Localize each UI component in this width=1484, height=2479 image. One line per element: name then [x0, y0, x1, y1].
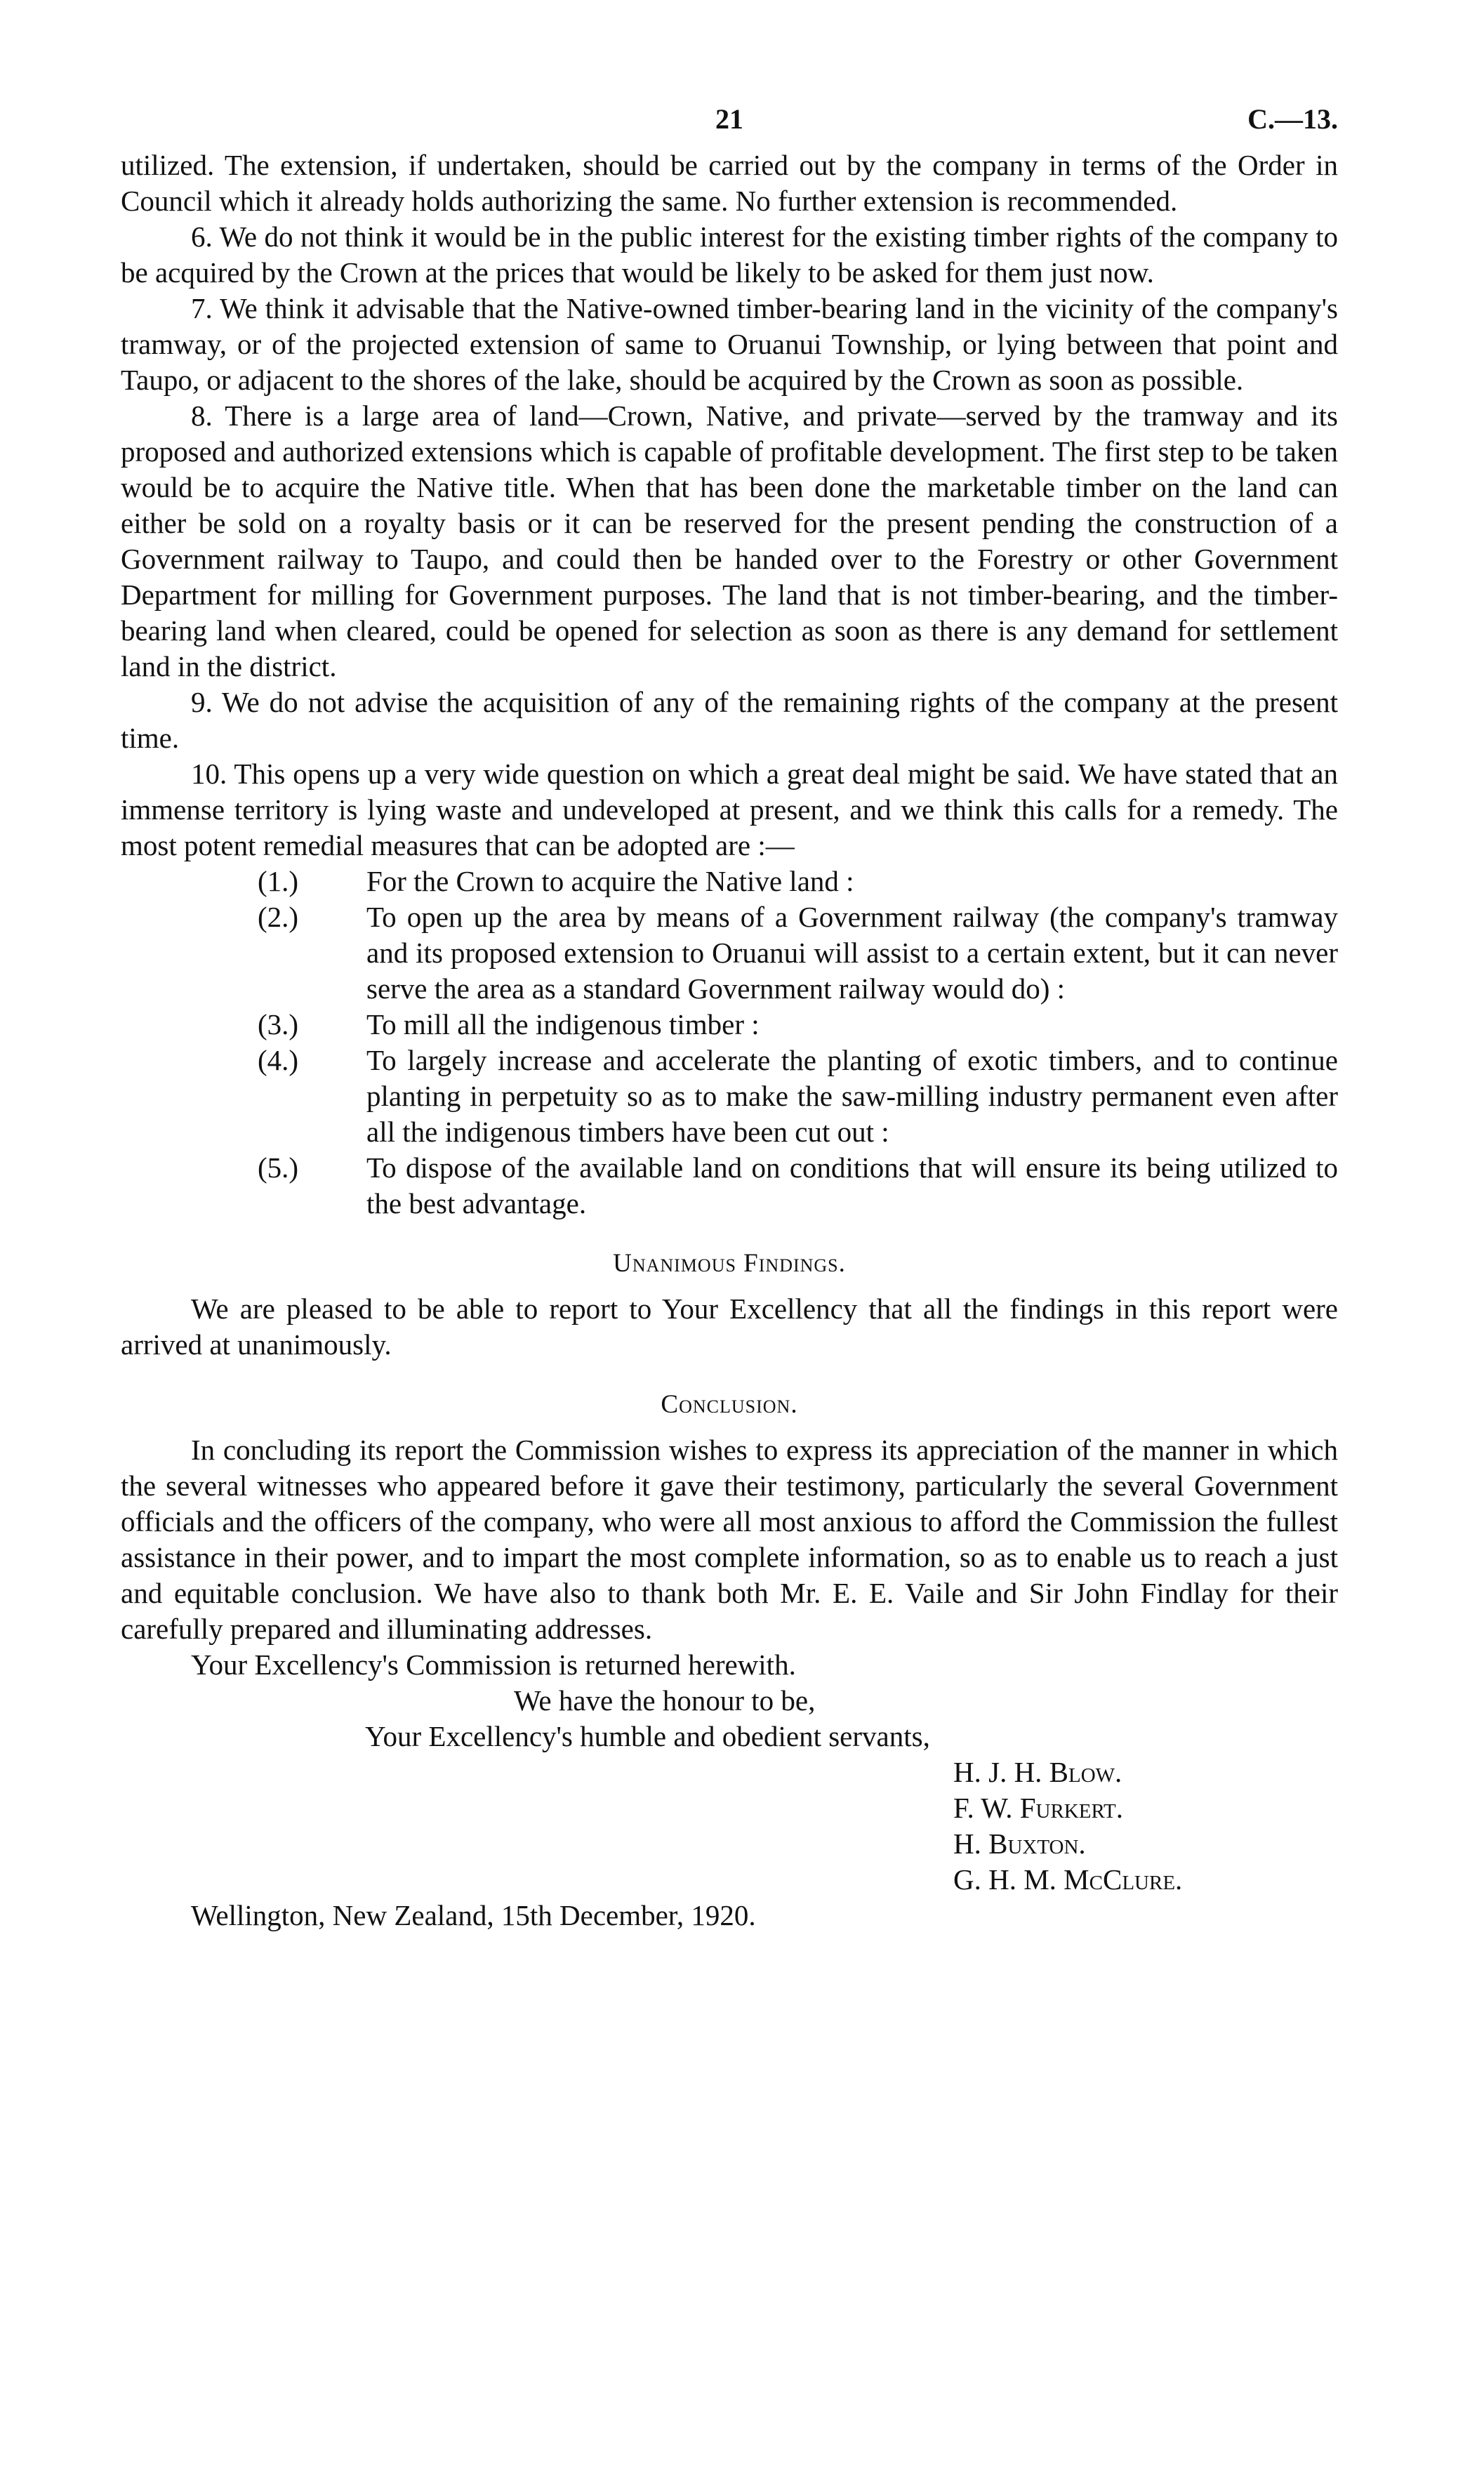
page-header: [121, 98, 1338, 147]
list-item: [121, 899, 1338, 1007]
dateline: Wellington, New Zealand, 15th December, 1920.: [191, 1899, 756, 1931]
list-marker: (2.): [258, 901, 299, 933]
closing-line-2: Your Excellency's humble and obedient servants,: [365, 1720, 930, 1752]
list-item: [121, 1150, 1338, 1222]
paragraph-8: 8. There is a large area of land—Crown, Native, and private—served by the tramway and its proposed and authorized extensions which is capable of profitable development. The first step to be taken would be to acquire the Native title. When that has been done the marketable timber on the land can either be sold on a royalty basis or it can be reserved for the present pending the construction of a Government railway to Taupo, and could then be handed over to the Forestry or other Government Department for milling for Government purposes. The land that is not timber-bearing, and the timber-bearing land when cleared, could be opened for selection as soon as there is any demand for settlement land in the district.: [121, 399, 1338, 682]
signatory-name: H. J. H. Blow.: [953, 1756, 1122, 1788]
body-text: [121, 147, 1338, 1933]
list-item-text: To mill all the indigenous timber :: [366, 1008, 760, 1040]
signatory-name: H. Buxton.: [953, 1827, 1086, 1860]
list-marker: (3.): [258, 1008, 299, 1040]
list-marker: (5.): [258, 1151, 299, 1184]
document-page: [121, 98, 1338, 1933]
signatory-name: G. H. M. McClure.: [953, 1863, 1183, 1896]
list-item-text: To largely increase and accelerate the planting of exotic timbers, and to continue planting in perpetuity so as to make the saw-milling industry permanent even after all the indigenous timbers have been cut out :: [366, 1044, 1338, 1148]
paragraph-6: 6. We do not think it would be in the public interest for the existing timber rights of the company to be acquired by the Crown at the prices that would be likely to be asked for them just now.: [121, 220, 1338, 289]
list-item-text: To dispose of the available land on conditions that will ensure its being utilized to the best advantage.: [366, 1151, 1338, 1219]
closing-line-1: We have the honour to be,: [514, 1684, 816, 1717]
page-number: 21: [715, 103, 743, 135]
conclusion-heading: Conclusion.: [661, 1390, 798, 1419]
conclusion-text: In concluding its report the Commission wishes to express its appreciation of the manner in which the several witnesses who appeared before it gave their testimony, particularly the several Government officials and the officers of the company, who were all most anxious to afford the Commission the fullest assistance in their power, and to impart the most complete information, so as to enable us to reach a just and equitable conclusion. We have also to thank both Mr. E. E. Vaile and Sir John Findlay for their carefully prepared and illuminating addresses.: [121, 1434, 1338, 1645]
list-marker: (1.): [258, 865, 299, 897]
list-item-text: To open up the area by means of a Government railway (the company's tramway and its proposed extension to Oruanui will assist to a certain extent, but it can never serve the area as a standard Government railway would do) :: [366, 901, 1338, 1005]
list-item: [121, 1043, 1338, 1150]
list-item: [121, 864, 1338, 899]
paragraph-continuation: utilized. The extension, if undertaken, should be carried out by the company in terms of the Order in Council which it already holds authorizing the same. No further extension is recommended.: [121, 149, 1338, 217]
remedial-measures-list: [121, 864, 1338, 1222]
signatories-block: [121, 1754, 1338, 1898]
document-reference: C.—13.: [1247, 103, 1338, 135]
paragraph-7: 7. We think it advisable that the Native-owned timber-bearing land in the vicinity of the company's tramway, or of the projected extension of same to Oruanui Township, or lying between that point and Taupo, or adjacent to the shores of the lake, should be acquired by the Crown as soon as possible.: [121, 292, 1338, 396]
list-item: [121, 1007, 1338, 1043]
unanimous-findings-text: We are pleased to be able to report to Your Excellency that all the findings in this report were arrived at unanimously.: [121, 1293, 1338, 1361]
commission-returned-text: Your Excellency's Commission is returned herewith.: [191, 1648, 796, 1681]
unanimous-findings-heading: Unanimous Findings.: [613, 1249, 846, 1278]
list-marker: (4.): [258, 1044, 299, 1076]
paragraph-9: 9. We do not advise the acquisition of any of the remaining rights of the company at the present time.: [121, 686, 1338, 754]
list-item-text: For the Crown to acquire the Native land :: [366, 865, 854, 897]
signatory-name: F. W. Furkert.: [953, 1792, 1124, 1824]
paragraph-10: 10. This opens up a very wide question on which a great deal might be said. We have stated that an immense territory is lying waste and undeveloped at present, and we think this calls for a remedy. The most potent remedial measures that can be adopted are :—: [121, 758, 1338, 861]
